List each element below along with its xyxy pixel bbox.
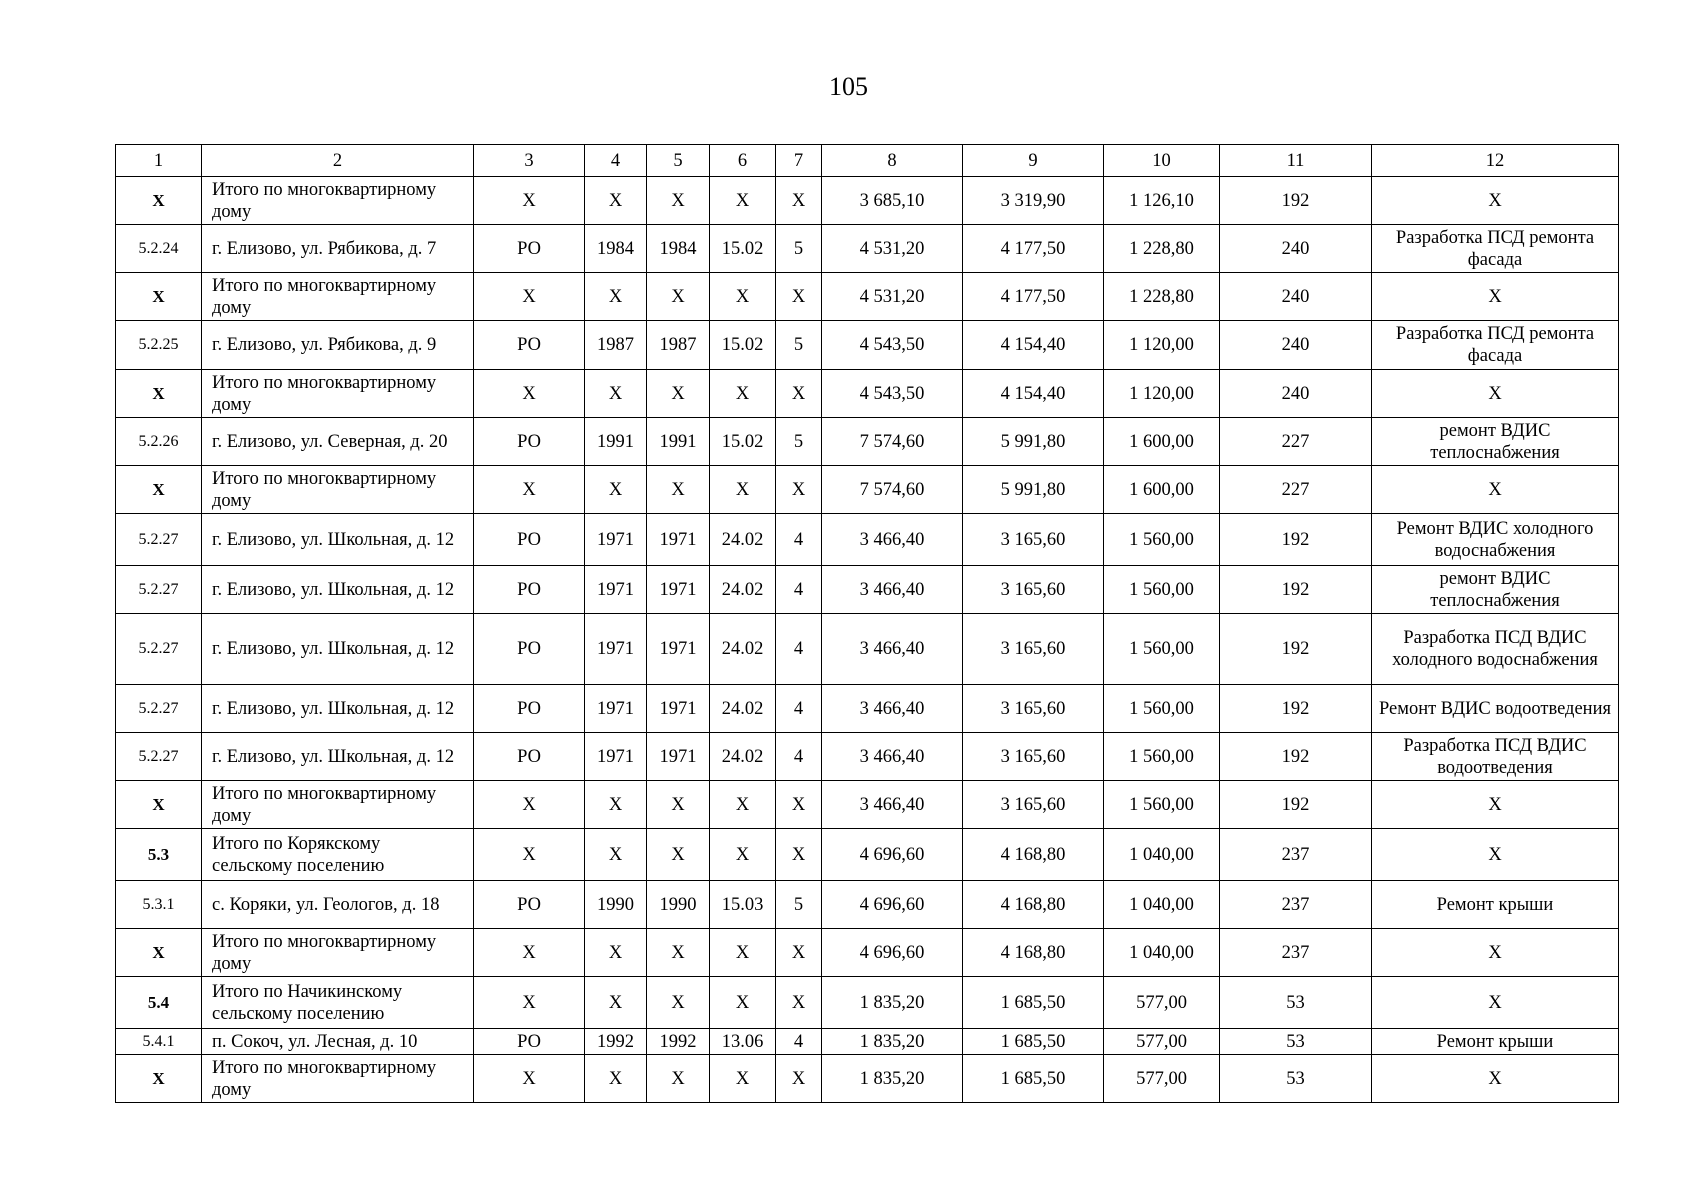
item-number-cell: Х [116, 370, 202, 418]
table-row [116, 733, 1619, 781]
year-commissioned-cell: 1971 [647, 566, 710, 614]
residents-cell: 192 [1220, 685, 1372, 733]
owner-type-cell: Х [474, 977, 585, 1029]
series-cell: 24.02 [710, 685, 776, 733]
total-area-cell: 1 835,20 [822, 977, 963, 1029]
item-number-cell: 5.2.27 [116, 566, 202, 614]
owner-type-cell: РО [474, 321, 585, 370]
cost-cell: 1 040,00 [1104, 929, 1220, 977]
floors-cell: Х [776, 177, 822, 225]
owner-type-cell: Х [474, 1055, 585, 1103]
residential-area-cell: 3 165,60 [963, 614, 1104, 685]
total-area-cell: 4 531,20 [822, 273, 963, 321]
total-area-cell: 4 696,60 [822, 929, 963, 977]
residents-cell: 240 [1220, 321, 1372, 370]
year-commissioned-cell: 1984 [647, 225, 710, 273]
residents-cell: 53 [1220, 1055, 1372, 1103]
year-built-cell: 1984 [585, 225, 647, 273]
subtotal-row [116, 781, 1619, 829]
year-commissioned-cell: Х [647, 370, 710, 418]
work-type-cell: Разработка ПСД ВДИС холодного водоснабжения [1372, 614, 1619, 685]
item-number-cell: Х [116, 273, 202, 321]
table-row [116, 225, 1619, 273]
residential-area-cell: 4 177,50 [963, 225, 1104, 273]
address-cell: с. Коряки, ул. Геологов, д. 18 [202, 881, 474, 929]
cost-cell: 1 228,80 [1104, 273, 1220, 321]
subtotal-row [116, 177, 1619, 225]
total-area-cell: 3 466,40 [822, 614, 963, 685]
work-type-cell: Х [1372, 1055, 1619, 1103]
cost-cell: 1 560,00 [1104, 614, 1220, 685]
item-number-cell: Х [116, 781, 202, 829]
total-area-cell: 1 835,20 [822, 1029, 963, 1055]
floors-cell: Х [776, 1055, 822, 1103]
owner-type-cell: РО [474, 418, 585, 466]
work-type-cell: Х [1372, 829, 1619, 881]
cost-cell: 1 040,00 [1104, 881, 1220, 929]
subtotal-row [116, 370, 1619, 418]
column-number-header: 9 [963, 145, 1104, 177]
table-row [116, 614, 1619, 685]
owner-type-cell: Х [474, 929, 585, 977]
table-row [116, 685, 1619, 733]
residents-cell: 192 [1220, 514, 1372, 566]
owner-type-cell: РО [474, 225, 585, 273]
year-commissioned-cell: 1971 [647, 733, 710, 781]
column-number-header: 8 [822, 145, 963, 177]
total-area-cell: 1 835,20 [822, 1055, 963, 1103]
year-built-cell: 1990 [585, 881, 647, 929]
year-commissioned-cell: Х [647, 829, 710, 881]
table-row [116, 881, 1619, 929]
year-built-cell: 1987 [585, 321, 647, 370]
column-number-header-row [116, 145, 1619, 177]
year-commissioned-cell: 1991 [647, 418, 710, 466]
floors-cell: Х [776, 781, 822, 829]
residents-cell: 192 [1220, 733, 1372, 781]
address-cell: Итого по многоквартирному дому [202, 370, 474, 418]
series-cell: Х [710, 466, 776, 514]
page-number: 105 [829, 72, 868, 101]
floors-cell: 5 [776, 418, 822, 466]
residential-area-cell: 3 319,90 [963, 177, 1104, 225]
cost-cell: 1 560,00 [1104, 733, 1220, 781]
series-cell: Х [710, 177, 776, 225]
total-area-cell: 7 574,60 [822, 466, 963, 514]
residential-area-cell: 4 168,80 [963, 929, 1104, 977]
address-cell: Итого по многоквартирному дому [202, 177, 474, 225]
total-area-cell: 4 543,50 [822, 321, 963, 370]
owner-type-cell: РО [474, 733, 585, 781]
work-type-cell: ремонт ВДИС теплоснабжения [1372, 418, 1619, 466]
cost-cell: 1 600,00 [1104, 418, 1220, 466]
residential-area-cell: 5 991,80 [963, 418, 1104, 466]
item-number-cell: 5.4 [116, 977, 202, 1029]
residential-area-cell: 3 165,60 [963, 781, 1104, 829]
cost-cell: 577,00 [1104, 1029, 1220, 1055]
column-number-header: 10 [1104, 145, 1220, 177]
work-type-cell: Х [1372, 370, 1619, 418]
floors-cell: Х [776, 273, 822, 321]
subtotal-row [116, 929, 1619, 977]
floors-cell: 5 [776, 225, 822, 273]
residents-cell: 192 [1220, 781, 1372, 829]
item-number-cell: 5.4.1 [116, 1029, 202, 1055]
floors-cell: 4 [776, 685, 822, 733]
total-area-cell: 4 696,60 [822, 829, 963, 881]
cost-cell: 1 560,00 [1104, 685, 1220, 733]
address-cell: г. Елизово, ул. Северная, д. 20 [202, 418, 474, 466]
residents-cell: 227 [1220, 418, 1372, 466]
floors-cell: 4 [776, 614, 822, 685]
year-commissioned-cell: 1971 [647, 685, 710, 733]
year-built-cell: 1971 [585, 514, 647, 566]
year-commissioned-cell: Х [647, 177, 710, 225]
floors-cell: 4 [776, 514, 822, 566]
table-row [116, 321, 1619, 370]
address-cell: г. Елизово, ул. Школьная, д. 12 [202, 733, 474, 781]
total-area-cell: 3 466,40 [822, 733, 963, 781]
series-cell: 15.02 [710, 321, 776, 370]
work-type-cell: Х [1372, 929, 1619, 977]
address-cell: Итого по многоквартирному дому [202, 273, 474, 321]
year-built-cell: Х [585, 273, 647, 321]
column-number-header: 2 [202, 145, 474, 177]
floors-cell: 4 [776, 1029, 822, 1055]
cost-cell: 1 560,00 [1104, 566, 1220, 614]
floors-cell: 5 [776, 881, 822, 929]
address-cell: Итого по многоквартирному дому [202, 466, 474, 514]
total-area-cell: 7 574,60 [822, 418, 963, 466]
address-cell: г. Елизово, ул. Школьная, д. 12 [202, 685, 474, 733]
cost-cell: 1 228,80 [1104, 225, 1220, 273]
series-cell: 15.02 [710, 418, 776, 466]
column-number-header: 6 [710, 145, 776, 177]
item-number-cell: 5.2.26 [116, 418, 202, 466]
residential-area-cell: 3 165,60 [963, 685, 1104, 733]
column-number-header: 11 [1220, 145, 1372, 177]
item-number-cell: 5.2.25 [116, 321, 202, 370]
cost-cell: 577,00 [1104, 1055, 1220, 1103]
cost-cell: 1 120,00 [1104, 370, 1220, 418]
series-cell: Х [710, 929, 776, 977]
owner-type-cell: РО [474, 614, 585, 685]
year-commissioned-cell: Х [647, 781, 710, 829]
residential-area-cell: 1 685,50 [963, 1055, 1104, 1103]
column-number-header: 5 [647, 145, 710, 177]
work-type-cell: Разработка ПСД ремонта фасада [1372, 321, 1619, 370]
work-type-cell: Ремонт ВДИС холодного водоснабжения [1372, 514, 1619, 566]
residential-area-cell: 4 168,80 [963, 829, 1104, 881]
residents-cell: 192 [1220, 614, 1372, 685]
series-cell: 24.02 [710, 614, 776, 685]
year-commissioned-cell: 1990 [647, 881, 710, 929]
residential-area-cell: 4 177,50 [963, 273, 1104, 321]
work-type-cell: Х [1372, 781, 1619, 829]
owner-type-cell: РО [474, 514, 585, 566]
residents-cell: 240 [1220, 273, 1372, 321]
floors-cell: Х [776, 929, 822, 977]
year-commissioned-cell: Х [647, 273, 710, 321]
work-type-cell: Разработка ПСД ремонта фасада [1372, 225, 1619, 273]
residents-cell: 240 [1220, 225, 1372, 273]
cost-cell: 1 600,00 [1104, 466, 1220, 514]
residential-area-cell: 1 685,50 [963, 977, 1104, 1029]
series-cell: 13.06 [710, 1029, 776, 1055]
floors-cell: Х [776, 370, 822, 418]
residents-cell: 240 [1220, 370, 1372, 418]
item-number-cell: 5.2.24 [116, 225, 202, 273]
table-row [116, 566, 1619, 614]
year-commissioned-cell: Х [647, 466, 710, 514]
year-built-cell: Х [585, 177, 647, 225]
item-number-cell: 5.2.27 [116, 685, 202, 733]
series-cell: Х [710, 977, 776, 1029]
table-row [116, 514, 1619, 566]
year-built-cell: 1971 [585, 614, 647, 685]
series-cell: Х [710, 1055, 776, 1103]
floors-cell: 4 [776, 733, 822, 781]
year-built-cell: 1971 [585, 733, 647, 781]
cost-cell: 1 120,00 [1104, 321, 1220, 370]
work-type-cell: Х [1372, 177, 1619, 225]
work-type-cell: Ремонт крыши [1372, 881, 1619, 929]
series-cell: Х [710, 273, 776, 321]
column-number-header: 7 [776, 145, 822, 177]
item-number-cell: 5.2.27 [116, 733, 202, 781]
year-built-cell: 1991 [585, 418, 647, 466]
series-cell: 24.02 [710, 514, 776, 566]
total-area-cell: 4 531,20 [822, 225, 963, 273]
owner-type-cell: РО [474, 1029, 585, 1055]
item-number-cell: 5.2.27 [116, 614, 202, 685]
series-cell: 15.02 [710, 225, 776, 273]
residential-area-cell: 3 165,60 [963, 566, 1104, 614]
owner-type-cell: Х [474, 829, 585, 881]
owner-type-cell: РО [474, 881, 585, 929]
address-cell: г. Елизово, ул. Школьная, д. 12 [202, 566, 474, 614]
year-built-cell: Х [585, 829, 647, 881]
year-commissioned-cell: 1987 [647, 321, 710, 370]
item-number-cell: 5.2.27 [116, 514, 202, 566]
year-built-cell: Х [585, 929, 647, 977]
total-area-cell: 4 696,60 [822, 881, 963, 929]
year-commissioned-cell: 1971 [647, 514, 710, 566]
series-cell: Х [710, 781, 776, 829]
residents-cell: 227 [1220, 466, 1372, 514]
owner-type-cell: Х [474, 781, 585, 829]
total-area-cell: 3 466,40 [822, 685, 963, 733]
cost-cell: 1 560,00 [1104, 781, 1220, 829]
cost-cell: 577,00 [1104, 977, 1220, 1029]
residents-cell: 237 [1220, 881, 1372, 929]
year-commissioned-cell: Х [647, 1055, 710, 1103]
column-number-header: 3 [474, 145, 585, 177]
address-cell: Итого по многоквартирному дому [202, 781, 474, 829]
table-row [116, 1029, 1619, 1055]
owner-type-cell: Х [474, 370, 585, 418]
subtotal-row [116, 1055, 1619, 1103]
work-type-cell: Х [1372, 977, 1619, 1029]
total-area-cell: 4 543,50 [822, 370, 963, 418]
item-number-cell: 5.3 [116, 829, 202, 881]
housing-repair-table [115, 144, 1619, 1103]
column-number-header: 1 [116, 145, 202, 177]
year-commissioned-cell: 1992 [647, 1029, 710, 1055]
address-cell: Итого по многоквартирному дому [202, 1055, 474, 1103]
address-cell: Итого по Корякскому сельскому поселению [202, 829, 474, 881]
owner-type-cell: Х [474, 177, 585, 225]
address-cell: г. Елизово, ул. Рябикова, д. 9 [202, 321, 474, 370]
residential-area-cell: 1 685,50 [963, 1029, 1104, 1055]
total-area-cell: 3 466,40 [822, 514, 963, 566]
series-cell: 15.03 [710, 881, 776, 929]
item-number-cell: Х [116, 929, 202, 977]
address-cell: Итого по многоквартирному дому [202, 929, 474, 977]
residential-area-cell: 4 168,80 [963, 881, 1104, 929]
table-body [116, 145, 1619, 1103]
address-cell: г. Елизово, ул. Школьная, д. 12 [202, 514, 474, 566]
year-built-cell: Х [585, 1055, 647, 1103]
residential-area-cell: 4 154,40 [963, 321, 1104, 370]
floors-cell: Х [776, 829, 822, 881]
address-cell: г. Елизово, ул. Рябикова, д. 7 [202, 225, 474, 273]
year-built-cell: Х [585, 370, 647, 418]
owner-type-cell: Х [474, 273, 585, 321]
year-commissioned-cell: Х [647, 929, 710, 977]
residents-cell: 237 [1220, 829, 1372, 881]
subtotal-row [116, 829, 1619, 881]
residential-area-cell: 3 165,60 [963, 733, 1104, 781]
residents-cell: 237 [1220, 929, 1372, 977]
item-number-cell: Х [116, 177, 202, 225]
work-type-cell: Х [1372, 273, 1619, 321]
work-type-cell: Ремонт крыши [1372, 1029, 1619, 1055]
owner-type-cell: РО [474, 566, 585, 614]
residential-area-cell: 4 154,40 [963, 370, 1104, 418]
residents-cell: 192 [1220, 177, 1372, 225]
residents-cell: 53 [1220, 977, 1372, 1029]
floors-cell: 4 [776, 566, 822, 614]
year-built-cell: 1992 [585, 1029, 647, 1055]
total-area-cell: 3 466,40 [822, 566, 963, 614]
year-commissioned-cell: Х [647, 977, 710, 1029]
series-cell: 24.02 [710, 733, 776, 781]
total-area-cell: 3 466,40 [822, 781, 963, 829]
item-number-cell: Х [116, 1055, 202, 1103]
column-number-header: 4 [585, 145, 647, 177]
total-area-cell: 3 685,10 [822, 177, 963, 225]
year-built-cell: 1971 [585, 685, 647, 733]
item-number-cell: Х [116, 466, 202, 514]
item-number-cell: 5.3.1 [116, 881, 202, 929]
cost-cell: 1 126,10 [1104, 177, 1220, 225]
year-built-cell: Х [585, 977, 647, 1029]
column-number-header: 12 [1372, 145, 1619, 177]
subtotal-row [116, 466, 1619, 514]
subtotal-row [116, 273, 1619, 321]
series-cell: Х [710, 370, 776, 418]
owner-type-cell: Х [474, 466, 585, 514]
cost-cell: 1 560,00 [1104, 514, 1220, 566]
floors-cell: Х [776, 977, 822, 1029]
work-type-cell: Разработка ПСД ВДИС водоотведения [1372, 733, 1619, 781]
year-built-cell: 1971 [585, 566, 647, 614]
floors-cell: Х [776, 466, 822, 514]
residents-cell: 192 [1220, 566, 1372, 614]
subtotal-row [116, 977, 1619, 1029]
floors-cell: 5 [776, 321, 822, 370]
residential-area-cell: 3 165,60 [963, 514, 1104, 566]
residential-area-cell: 5 991,80 [963, 466, 1104, 514]
year-built-cell: Х [585, 781, 647, 829]
year-built-cell: Х [585, 466, 647, 514]
cost-cell: 1 040,00 [1104, 829, 1220, 881]
address-cell: г. Елизово, ул. Школьная, д. 12 [202, 614, 474, 685]
residents-cell: 53 [1220, 1029, 1372, 1055]
owner-type-cell: РО [474, 685, 585, 733]
series-cell: Х [710, 829, 776, 881]
year-commissioned-cell: 1971 [647, 614, 710, 685]
work-type-cell: Х [1372, 466, 1619, 514]
address-cell: п. Сокоч, ул. Лесная, д. 10 [202, 1029, 474, 1055]
work-type-cell: Ремонт ВДИС водоотведения [1372, 685, 1619, 733]
series-cell: 24.02 [710, 566, 776, 614]
address-cell: Итого по Начикинскому сельскому поселению [202, 977, 474, 1029]
table-row [116, 418, 1619, 466]
work-type-cell: ремонт ВДИС теплоснабжения [1372, 566, 1619, 614]
